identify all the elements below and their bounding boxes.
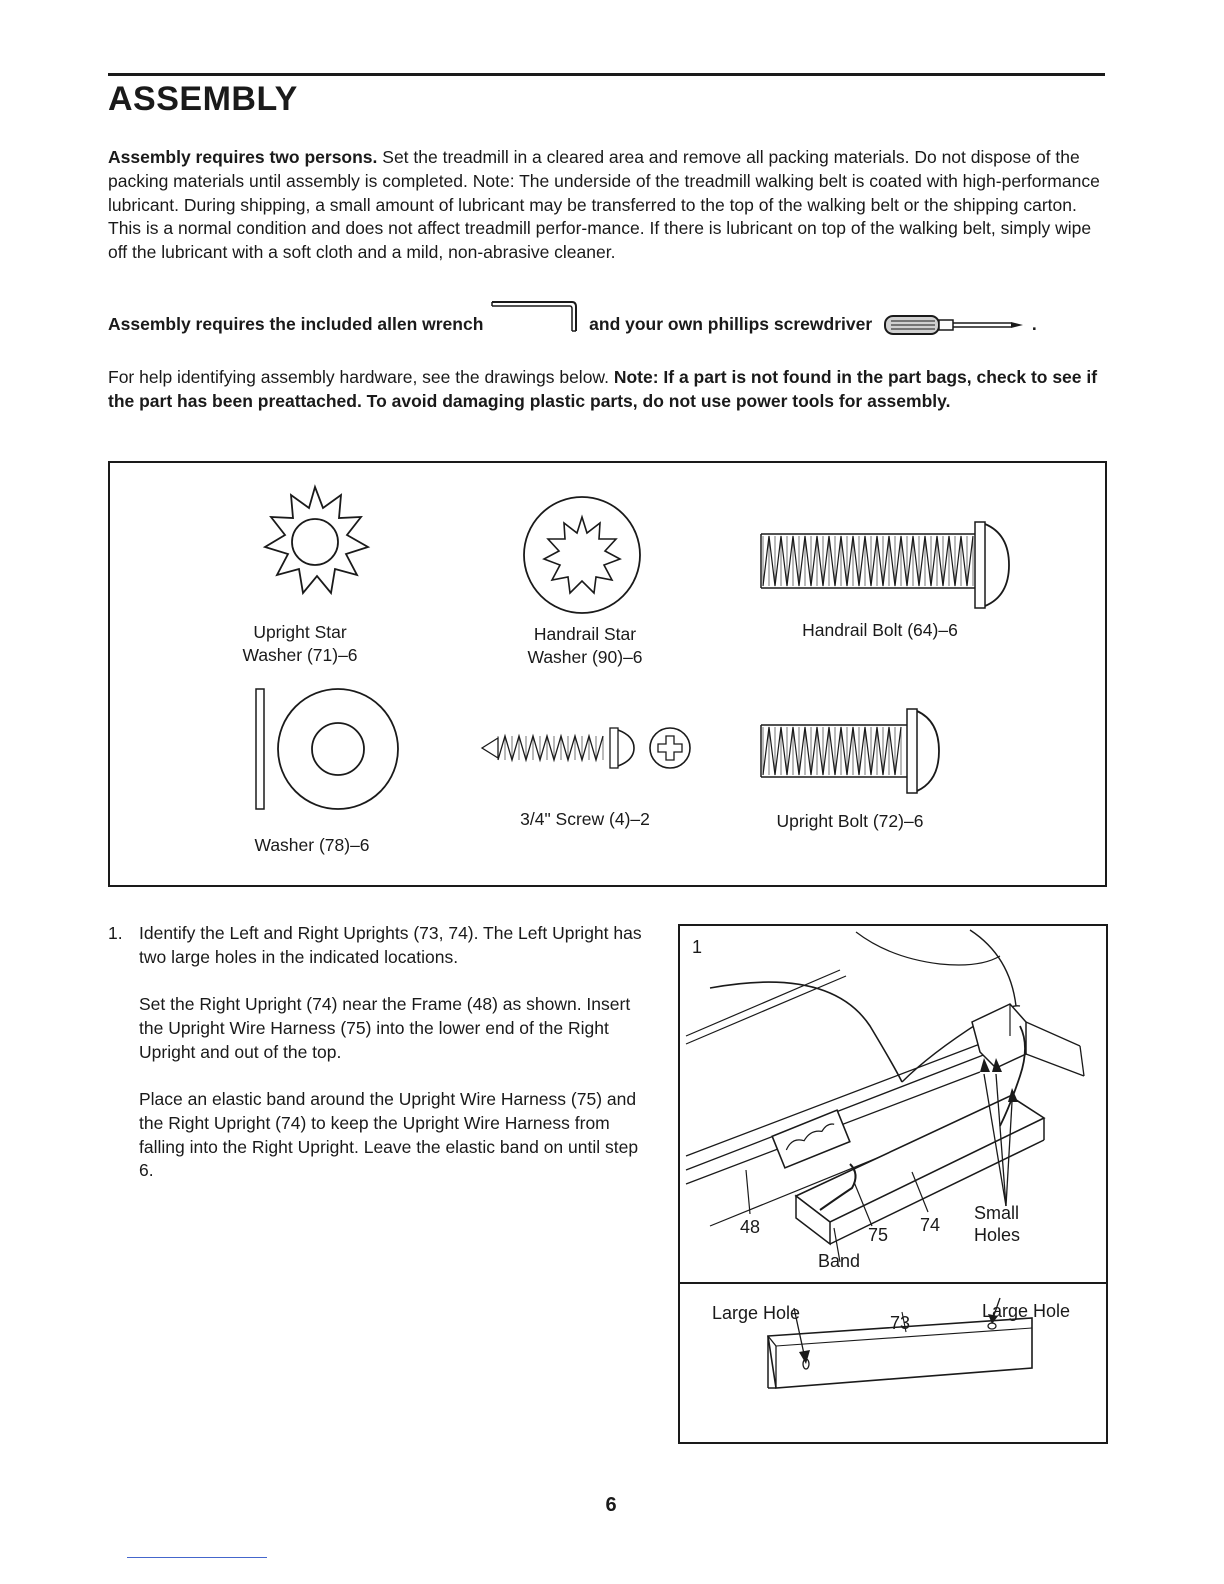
top-rule (108, 73, 1105, 76)
washer-drawing (252, 685, 402, 813)
upright-star-washer-label-line1: Upright Star (253, 622, 347, 642)
step-1 (108, 922, 648, 970)
step-1-paragraph-2 (108, 993, 648, 1064)
handrail-bolt-label: Handrail Bolt (64)–6 (802, 620, 958, 640)
help-note: Note: If a part is not found in the part bags, check to see if the part has been preattached. To avoid damaging plastic parts, do not use power tools for assembly. (108, 367, 1098, 411)
page-number: 6 (605, 1494, 617, 1516)
screw-drawing (478, 716, 698, 780)
upright-star-washer-label-line2: Washer (71)–6 (242, 645, 358, 665)
label-harness-75: 75 (868, 1225, 889, 1245)
upright-bolt-drawing (755, 703, 955, 799)
handrail-star-washer-label-line2: Washer (90)–6 (527, 647, 643, 667)
step-1-paragraph-3 (108, 1088, 648, 1183)
upright-star-washer-label (230, 621, 370, 667)
intro-text: Set the treadmill in a cleared area and remove all packing materials. Do not dispose of the packing materials until assembly is completed. Note: The underside of the treadmill walking belt is coated with high-performance lubricant. During shipping, a small amount of lubricant may be transferred to the top of the walking belt or the shipping carton. This is a normal condition and does not affect treadmill perfor-mance. If there is lubricant on top of the walking belt, simply wipe off the lubricant with a soft cloth and a mild, non-abrasive cleaner. (108, 147, 1100, 263)
page-title: ASSEMBLY (108, 80, 298, 118)
label-frame-48: 48 (740, 1217, 761, 1237)
hardware-box (108, 461, 1107, 887)
tools-text-2: and your own phillips screwdriver (589, 314, 873, 334)
handrail-star-washer-label (510, 623, 660, 669)
step-1-paragraph-2-text: Set the Right Upright (74) near the Frame (48) as shown. Insert the Upright Wire Harness (75) into the lower end of the Right Upright and out of the top. (139, 994, 631, 1062)
upright-bolt-label: Upright Bolt (72)–6 (776, 811, 924, 831)
help-text: For help identifying assembly hardware, see the drawings below. (108, 367, 614, 387)
handrail-star-washer-drawing (520, 493, 644, 617)
help-paragraph (108, 366, 1108, 414)
phillips-screwdriver-icon (877, 314, 1027, 336)
washer-label: Washer (78)–6 (254, 835, 370, 855)
label-left-upright-73: 73 (890, 1313, 911, 1333)
intro-paragraph (108, 146, 1108, 265)
label-large-hole-left: Large Hole (712, 1303, 801, 1323)
allen-wrench-icon (488, 298, 584, 334)
tools-text-1: Assembly requires the included allen wrench (108, 314, 484, 334)
label-small-holes (974, 1202, 1020, 1246)
tools-line (108, 313, 1108, 337)
handrail-bolt-drawing (755, 518, 1015, 614)
label-large-hole-right: Large Hole (982, 1301, 1071, 1321)
step-1-paragraph-3-text: Place an elastic band around the Upright Wire Harness (75) and the Right Upright (74) to keep the Upright Wire Harness from falling into the Right Upright. Leave the elastic band on until step 6. (139, 1089, 639, 1181)
label-band: Band (818, 1251, 861, 1271)
label-upright-74: 74 (920, 1215, 941, 1235)
intro-lead: Assembly requires two persons. (108, 147, 378, 167)
footer-line (127, 1557, 267, 1558)
tools-end: . (1031, 314, 1037, 334)
screw-label: 3/4" Screw (4)–2 (520, 809, 650, 829)
handrail-star-washer-label-line1: Handrail Star (533, 624, 637, 644)
label-small-holes-line1: Small (974, 1203, 1020, 1223)
upright-star-washer-drawing (255, 481, 375, 607)
step-1-figure (678, 924, 1108, 1444)
step-number: 1. (108, 923, 123, 943)
figure-step-label: 1 (692, 937, 703, 957)
step-1-paragraph-1: Identify the Left and Right Uprights (73, 74). The Left Upright has two large holes in the indicated locations. (139, 923, 642, 967)
label-small-holes-line2: Holes (974, 1225, 1021, 1245)
